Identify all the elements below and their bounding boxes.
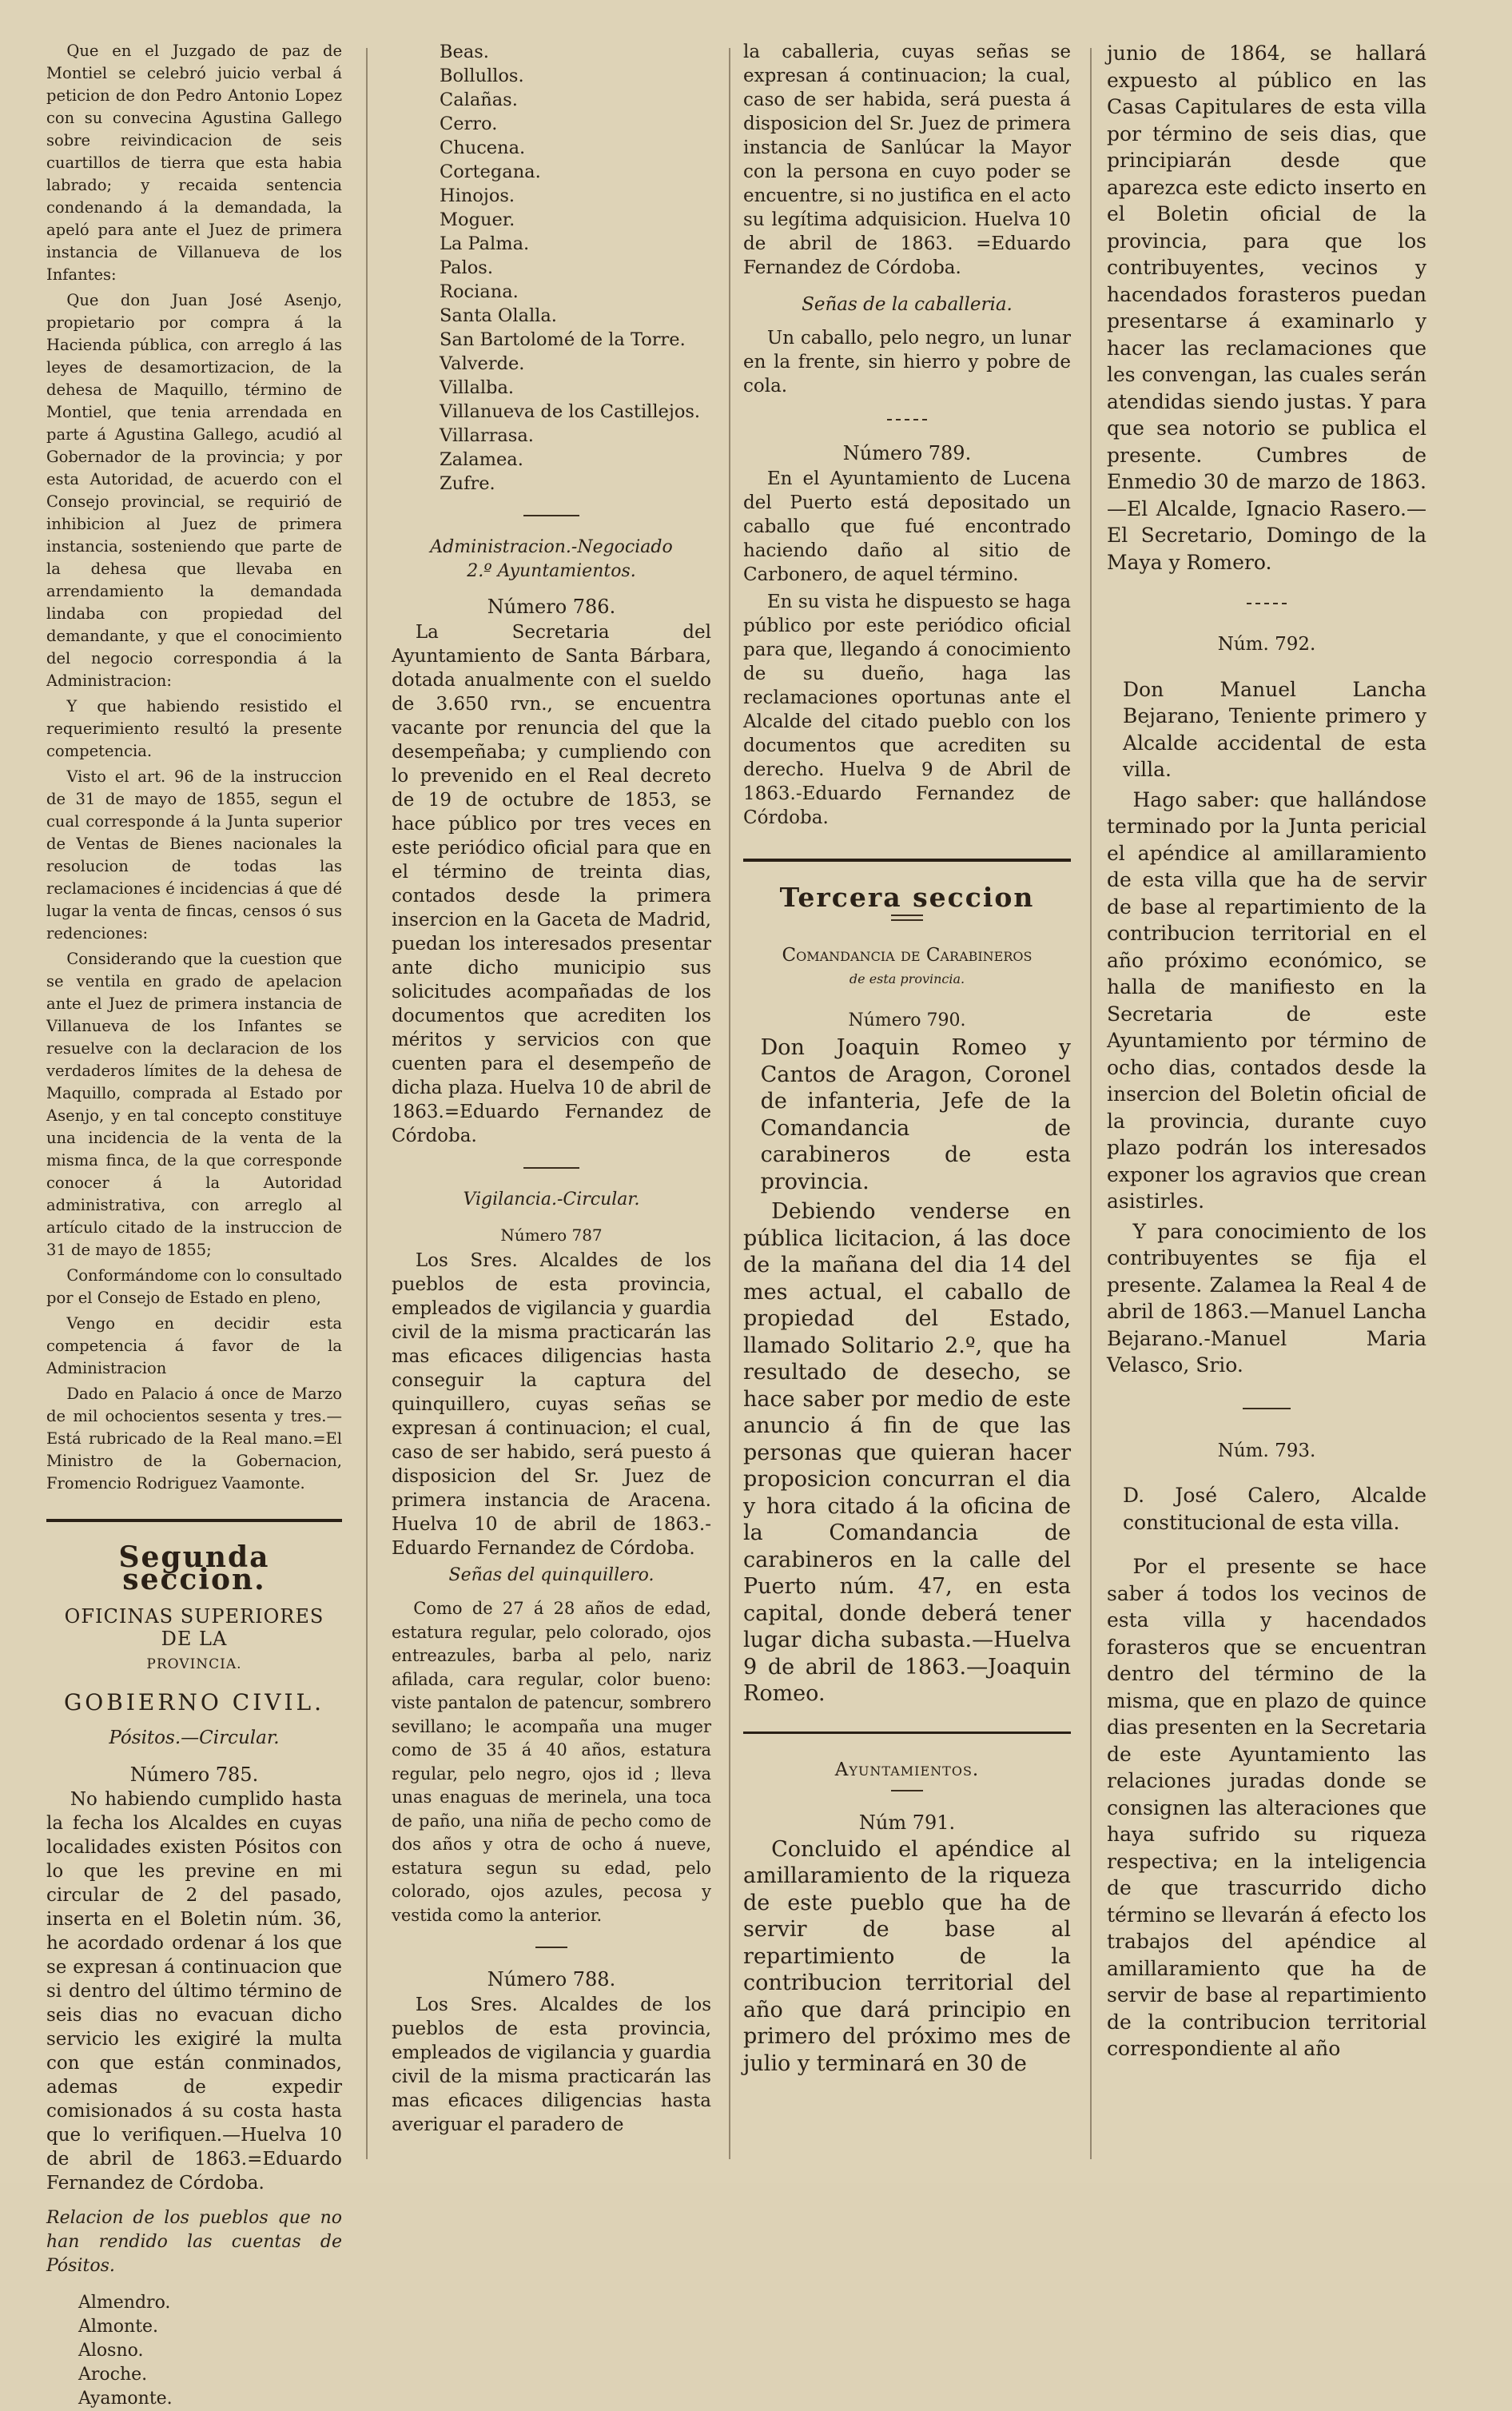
- divider: [1243, 1408, 1291, 1409]
- column-3: [743, 40, 1071, 2167]
- divider: [523, 1167, 579, 1169]
- list-item: Cortegana.: [440, 161, 541, 182]
- paragraph: En su vista he dispuesto se haga público por este periódico oficial para que, llegando á conocimiento de su dueño, haga las reclamaciones oportunas ante el Alcalde del citado pueblo con los documentos que acrediten su derecho. Huelva 9 de Abril de 1863.-Eduardo Fernandez de Córdoba.: [743, 592, 1071, 828]
- divider: [523, 515, 579, 516]
- list-item: Palos.: [440, 257, 493, 278]
- gobierno-heading: GOBIERNO CIVIL.: [63, 1689, 325, 1716]
- list-item: Bollullos.: [440, 66, 524, 86]
- divider: [1247, 603, 1287, 604]
- divider: [891, 1790, 923, 1791]
- list-item: Zufre.: [440, 473, 495, 494]
- subsection-title: Señas de la caballeria.: [802, 294, 1013, 315]
- paragraph: Como de 27 á 28 años de edad, estatura regular, pelo colorado, ojos entreazules, barba al pelo, nariz afilada, cara regular, color bueno: viste pantalon de patencur, sombrero sevillano; le acompaña una muger como de 35 á 40 años, estatura regular, pelo negro, ojos id ; lleva unas enaguas de merinela, una toca de paño, una niña de pecho como de dos años y otra de ocho á nueve, estatura segun su edad, pelo colorado, ojos azules, pecosa y vestida como la anterior.: [392, 1599, 711, 1925]
- paragraph: Conformándome con lo consultado por el Consejo de Estado en pleno,: [46, 1266, 342, 1307]
- subsection-heading: Ayuntamientos.: [834, 1759, 980, 1780]
- section-rule: [46, 1519, 342, 1522]
- office-subheading: PROVINCIA.: [146, 1656, 242, 1672]
- towns-list: [392, 40, 711, 496]
- paragraph: Considerando que la cuestion que se ventila en grado de apelacion ante el Juez de primera instancia de Villanueva de los Infantes se resuelve con la declaracion de los verdaderos límites de la dehesa de Maquillo, comprada al Estado por Asenjo, y en tal concepto constituye una incidencia de la venta de la misma finca, de la que corresponde conocer á la Autoridad administrativa, con arreglo al artículo citado de la instruccion de 31 de mayo de 1855;: [46, 950, 342, 1259]
- paragraph: junio de 1864, se hallará expuesto al público en las Casas Capitulares de esta villa por término de seis dias, que principiarán desde que aparezca este edicto inserto en el Boletin oficial de la provincia, para que los contribuyentes, vecinos y hacendados forasteros puedan presentarse á examinarlo y hacer las reclamaciones que les convengan, las cuales serán atendidas siendo justas. Y para que sea notorio se publica el presente. Cumbres de Enmedio 30 de marzo de 1863.—El Alcalde, Ignacio Rasero.—El Secretario, Domingo de la Maya y Romero.: [1107, 42, 1426, 574]
- paragraph: la caballeria, cuyas señas se expresan á continuacion; la cual, caso de ser habida, será puesta á disposicion del Sr. Juez de primera instancia de Sanlúcar la Mayor con la persona en cuyo poder se encuentre, si no justifica en el acto su legítima adquisicion. Huelva 10 de abril de 1863. =Eduardo Fernandez de Córdoba.: [743, 42, 1071, 278]
- notice-header: Don Joaquin Romeo y Cantos de Aragon, Coronel de infanteria, Jefe de la Comandancia de carabineros de esta provincia.: [760, 1035, 1071, 1194]
- office-subheading: de esta provincia.: [849, 971, 965, 986]
- office-heading: OFICINAS SUPERIORES DE LA: [64, 1605, 324, 1650]
- paragraph: La Secretaria del Ayuntamiento de Santa Bárbara, dotada anualmente con el sueldo de 3.650 rvn., se encuentra vacante por renuncia del que la desempeñaba; y cumpliendo con lo prevenido en el Real decreto de 19 de octubre de 1853, se hace público por tres veces en este periódico oficial para que en el término de treinta dias, contados desde la primera insercion en la Gaceta de Madrid, puedan los interesados presentar ante dicho municipio sus solicitudes acompañadas de los documentos que acrediten los méritos y servicios con que cuenten para el desempeño de dicha plaza. Huelva 10 de abril de 1863.=Eduardo Fernandez de Córdoba.: [392, 622, 711, 1146]
- notice-number: Número 788.: [487, 1968, 616, 1991]
- list-item: Moguer.: [440, 209, 515, 230]
- column-2: [392, 40, 711, 2167]
- paragraph: Que en el Juzgado de paz de Montiel se celebró juicio verbal á peticion de don Pedro Antonio Lopez con su convecina Agustina Gallego sobre reivindicacion de seis cuartillos de tierra que esta habia labrado; y recaida sentencia condenando á la demandada, la apeló para ante el Juez de primera instancia de Villanueva de los Infantes:: [46, 42, 342, 284]
- paragraph: Dado en Palacio á once de Marzo de mil ochocientos sesenta y tres.—Está rubricado de la Real mano.=El Ministro de la Gobernacion, Fromencio Rodriguez Vaamonte.: [46, 1385, 342, 1492]
- notice-number: Número 789.: [842, 442, 972, 464]
- list-item: Almonte.: [78, 2317, 159, 2337]
- list-item: Cerro.: [440, 114, 498, 134]
- notice-number: Número 787: [500, 1225, 603, 1245]
- column-rule: [1090, 48, 1092, 2159]
- list-item: Almendro.: [78, 2293, 171, 2313]
- list-item: Chucena.: [440, 137, 526, 158]
- notice-number: Número 785.: [129, 1763, 259, 1786]
- list-item: Alosno.: [78, 2341, 144, 2361]
- divider: [887, 419, 927, 420]
- notice-number: Número 790.: [848, 1010, 966, 1030]
- notice-header: Don Manuel Lancha Bejarano, Teniente primero y Alcalde accidental de esta villa.: [1123, 677, 1426, 781]
- paragraph: Por el presente se hace saber á todos los vecinos de esta villa y hacendados forasteros que se encuentran dentro del término de la misma, que en plazo de quince dias presenten en la Secretaria de este Ayuntamiento las relaciones juradas donde se consignen las alteraciones que haya sufrido su riqueza respectiva; en la inteligencia de que trascurrido dicho término se llevarán á efecto los trabajos del apéndice al amillaramiento que ha de servir de base al repartimiento de la contribucion territorial correspondiente al año: [1107, 1555, 1426, 2060]
- divider: [535, 1947, 567, 1948]
- list-item: La Palma.: [440, 233, 530, 254]
- subsection-title: Señas del quinquillero.: [448, 1565, 655, 1585]
- list-item: Valverde.: [440, 353, 525, 374]
- list-item: Rociana.: [440, 281, 519, 302]
- paragraph: No habiendo cumplido hasta la fecha los Alcaldes en cuyas localidades existen Pósitos con lo que les previne en mi circular de 2 del pasado, inserta en el Boletin núm. 36, he acordado ordenar á los que se expresan á continuacion que si dentro del último término de seis dias no evacuan dicho servicio les exigiré la multa con que están conminados, ademas de expedir comisionados á su costa hasta que lo verifiquen.—Huelva 10 de abril de 1863.=Eduardo Fernandez de Córdoba.: [46, 1789, 342, 2194]
- notice-header: D. José Calero, Alcalde constitucional de esta villa.: [1123, 1484, 1426, 1534]
- list-item: Zalamea.: [440, 449, 523, 470]
- list-item: Aroche.: [78, 2365, 148, 2385]
- subsection-title: Vigilancia.-Circular.: [463, 1190, 640, 1209]
- notice-number: Núm. 792.: [1217, 634, 1316, 655]
- list-item: Beas.: [440, 42, 489, 62]
- paragraph: Concluido el apéndice al amillaramiento de la riqueza de este pueblo que ha de servir de base al repartimiento de la contribucion territorial del año que dará principio en primero del próximo mes de julio y terminará en 30 de: [743, 1836, 1071, 2076]
- list-item: Ayamonte.: [78, 2389, 173, 2409]
- list-item: Villalba.: [440, 377, 515, 398]
- paragraph: Y que habiendo resistido el requerimiento resultó la presente competencia.: [46, 697, 342, 760]
- paragraph: Los Sres. Alcaldes de los pueblos de esta provincia, empleados de vigilancia y guardia civil de la misma practicarán las mas eficaces diligencias hasta conseguir la captura del quinquillero, cuyas señas se expresan á continuacion; el cual, caso de ser habido, será puesto á disposicion del Sr. Juez de primera instancia de Aracena. Huelva 10 de abril de 1863.-Eduardo Fernandez de Córdoba.: [392, 1250, 711, 1559]
- towns-list: [46, 2291, 342, 2411]
- paragraph: Que don Juan José Asenjo, propietario por compra á la Hacienda pública, con arreglo á las leyes de desamortizacion, de la dehesa de Maquillo, término de Montiel, que tenia arrendada en parte á Agustina Gallego, acudió al Gobernador de la provincia; y por esta Autoridad, de acuerdo con el Consejo provincial, se requirió de inhibicion al Juez de primera instancia, sosteniendo que parte de la dehesa que llevaba en arrendamiento la demandada lindaba con propiedad del demandante, y que el conocimiento del negocio correspondia á la Administracion:: [46, 291, 342, 690]
- subsection-title: Administracion.-Negociado 2.º Ayuntamientos.: [430, 537, 673, 581]
- list-item: Calañas.: [440, 90, 518, 110]
- notice-number: Núm. 793.: [1217, 1440, 1316, 1461]
- list-item: Villarrasa.: [440, 425, 534, 446]
- paragraph: Visto el art. 96 de la instruccion de 31 de mayo de 1855, segun el cual corresponde á la Junta superior de Ventas de Bienes nacionales la resolucion de todas las reclamaciones é incidencias á que dé lugar la venta de fincas, censos ó sus redenciones:: [46, 767, 342, 942]
- relacion-title: Relacion de los pueblos que no han rendido las cuentas de Pósitos.: [46, 2208, 342, 2276]
- paragraph: En el Ayuntamiento de Lucena del Puerto está depositado un caballo que fué encontrado haciendo daño al sitio de Carbonero, de aquel término.: [743, 468, 1071, 585]
- section-heading: Tercera seccion: [779, 882, 1035, 913]
- office-heading: Comandancia de Carabineros: [782, 945, 1033, 966]
- paragraph: Un caballo, pelo negro, un lunar en la frente, sin hierro y pobre de cola.: [743, 328, 1071, 397]
- paragraph: Los Sres. Alcaldes de los pueblos de esta provincia, empleados de vigilancia y guardia civil de la misma practicarán las mas eficaces diligencias hasta averiguar el paradero de: [392, 1995, 711, 2135]
- notice-number: Número 786.: [487, 596, 616, 618]
- paragraph: Hago saber: que hallándose terminado por la Junta pericial el apéndice al amillaramiento de esta villa que ha de servir de base al repartimiento de la contribucion territorial en el año próximo económico, se halla de manifiesto en la Secretaria de este Ayuntamiento por término de ocho dias, contados desde la insercion del Boletin oficial de la provincia, durante cuyo plazo podrán los interesados exponer los agravios que crean asistirles.: [1107, 787, 1426, 1213]
- list-item: Santa Olalla.: [440, 305, 557, 326]
- paragraph: Y para conocimiento de los contribuyentes se fija el presente. Zalamea la Real 4 de abril de 1863.—Manuel Lancha Bejarano.-Manuel Maria Velasco, Srio.: [1107, 1219, 1426, 1377]
- column-rule: [729, 48, 730, 2159]
- list-item: Villanueva de los Castillejos.: [440, 401, 701, 422]
- column-rule: [366, 48, 368, 2159]
- column-1: [46, 40, 342, 2409]
- column-4: [1107, 40, 1426, 2167]
- notice-number: Núm 791.: [858, 1811, 956, 1834]
- list-item: Hinojos.: [440, 185, 515, 206]
- subsection-title: Pósitos.—Circular.: [109, 1728, 280, 1748]
- paragraph: Debiendo venderse en pública licitacion, á las doce de la mañana del dia 14 del mes actual, el caballo de propiedad del Estado, llamado Solitario 2.º, que ha resultado de desecho, se hace saber por medio de este anuncio á fin de que las personas que quieran hacer proposicion concurran el dia y hora citado á la oficina de la Comandancia de carabineros en la calle del Puerto núm. 47, en esta capital, donde deberá tener lugar dicha subasta.—Huelva 9 de abril de 1863.—Joaquin Romeo.: [743, 1199, 1071, 1706]
- section-rule: [743, 1732, 1071, 1734]
- divider: [891, 915, 923, 921]
- section-heading: Segunda seccion.: [118, 1540, 270, 1596]
- list-item: San Bartolomé de la Torre.: [440, 329, 686, 350]
- paragraph: Vengo en decidir esta competencia á favor de la Administracion: [46, 1314, 342, 1377]
- section-rule: [743, 859, 1071, 862]
